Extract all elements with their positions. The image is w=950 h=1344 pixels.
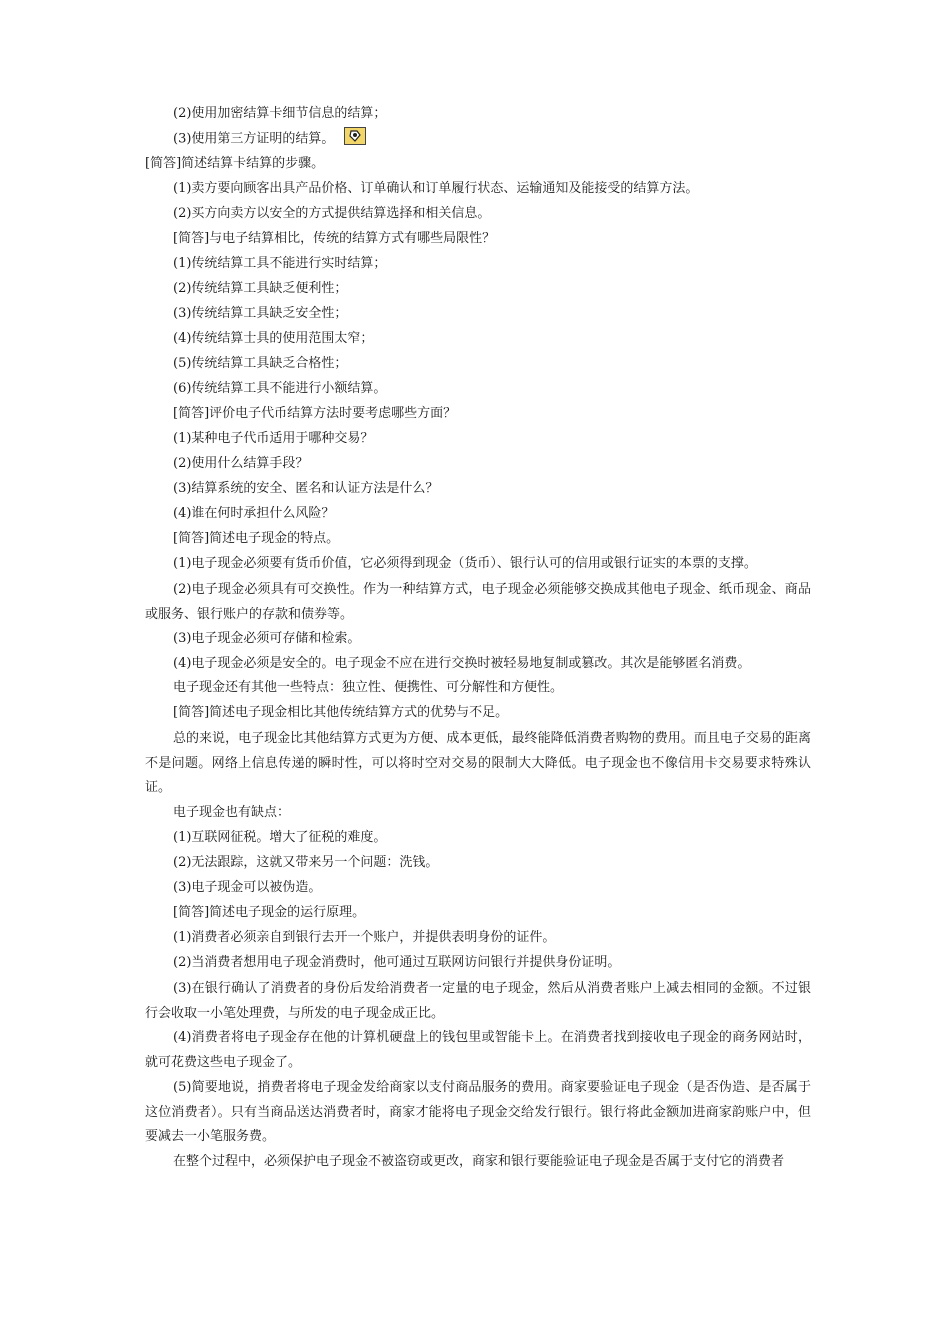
section-heading: [简答]简述结算卡结算的步骤。 — [145, 156, 325, 171]
section-heading: [简答]简述电子现金的运行原理。 — [173, 905, 366, 920]
doc-line — [173, 130, 366, 149]
doc-line: (2)买方向卖方以安全的方式提供结算选择和相关信息。 — [173, 206, 491, 221]
doc-paragraph: (2)电子现金必须具有可交换性。作为一种结算方式，电子现金必须能够交换成其他电子现金、纸币现金、商品或服务、银行账户的存款和债券等。 — [145, 582, 811, 622]
doc-line: (2)使用加密结算卡细节信息的结算； — [173, 106, 387, 121]
doc-paragraph: (4)消费者将电子现金存在他的计算机硬盘上的钱包里或智能卡上。在消费者找到接收电子现金的商务网站时，就可花费这些电子现金了。 — [145, 1030, 811, 1070]
doc-line: 电子现金也有缺点： — [173, 805, 291, 820]
doc-line: (2)传统结算工具缺乏便利性； — [173, 281, 348, 296]
doc-paragraph: 总的来说，电子现金比其他结算方式更为方便、成本更低，最终能降低消费者购物的费用。而且电子交易的距离不是问题。网络上信息传递的瞬时性，可以将时空对交易的限制大大降低。电子现金也不像信用卡交易要求特殊认证。 — [145, 731, 811, 795]
doc-line: (1)传统结算工具不能进行实时结算； — [173, 256, 387, 271]
doc-line: (1)某种电子代币适用于哪种交易？ — [173, 431, 374, 446]
doc-line: (4)谁在何时承担什么风险？ — [173, 506, 335, 521]
doc-line: (2)无法跟踪，这就又带来另一个问题：洗钱。 — [173, 855, 439, 870]
doc-line: (1)消费者必须亲自到银行去开一个账户，并提供表明身份的证件。 — [173, 930, 556, 945]
doc-line: (2)使用什么结算手段？ — [173, 456, 309, 471]
doc-line-text: (3)使用第三方证明的结算。 — [173, 131, 335, 147]
section-heading: [简答]评价电子代币结算方法时要考虑哪些方面？ — [173, 406, 457, 421]
doc-paragraph: (5)简要地说，捎费者将电子现金发给商家以支付商品服务的费用。商家要验证电子现金（是否伪造、是否属于这位消费者）。只有当商品送达消费者时，商家才能将电子现金交给发行银行。银行将此金额加进商家韵账户中，但要减去一小笔服务费。 — [145, 1080, 811, 1144]
doc-line: (2)当消费者想用电子现金消费时，他可通过互联网访问银行并提供身份证明。 — [173, 955, 621, 970]
embedded-object-icon — [344, 127, 366, 145]
doc-line: (1)卖方要向顾客出具产品价格、订单确认和订单履行状态、运输通知及能接受的结算方法。 — [173, 181, 699, 196]
doc-line: (1)互联网征税。增大了征税的难度。 — [173, 830, 387, 845]
doc-line: (1)电子现金必须要有货币价值，它必须得到现金（货币）、银行认可的信用或银行证实的本票的支撑。 — [173, 556, 757, 571]
doc-paragraph: 在整个过程中，必须保护电子现金不被盗窃或更改，商家和银行要能验证电子现金是否属于支付它的消费者 — [173, 1154, 785, 1169]
doc-paragraph: (3)在银行确认了消费者的身份后发给消费者一定量的电子现金，然后从消费者账户上减去相同的金额。不过银行会收取一小笔处理费，与所发的电子现金成正比。 — [145, 981, 811, 1021]
doc-line: (5)传统结算工具缺乏合格性； — [173, 356, 348, 371]
doc-line: (3)传统结算工具缺乏安全性； — [173, 306, 348, 321]
doc-line: (3)结算系统的安全、匿名和认证方法是什么？ — [173, 481, 439, 496]
doc-line: (6)传统结算工具不能进行小额结算。 — [173, 381, 387, 396]
section-heading: [简答]与电子结算相比，传统的结算方式有哪些局限性？ — [173, 231, 496, 246]
doc-line: (3)电子现金可以被伪造。 — [173, 880, 322, 895]
section-heading: [简答]简述电子现金的特点。 — [173, 531, 340, 546]
doc-line: (4)传统结算士具的使用范围太窄； — [173, 331, 374, 346]
doc-line: (4)电子现金必须是安全的。电子现金不应在进行交换时被轻易地复制或篡改。其次是能够匿名消费。 — [173, 656, 751, 671]
doc-line: (3)电子现金必须可存储和检索。 — [173, 631, 361, 646]
section-heading: [简答]简述电子现金相比其他传统结算方式的优势与不足。 — [173, 705, 509, 720]
doc-line: 电子现金还有其他一些特点：独立性、便携性、可分解性和方便性。 — [173, 680, 564, 695]
